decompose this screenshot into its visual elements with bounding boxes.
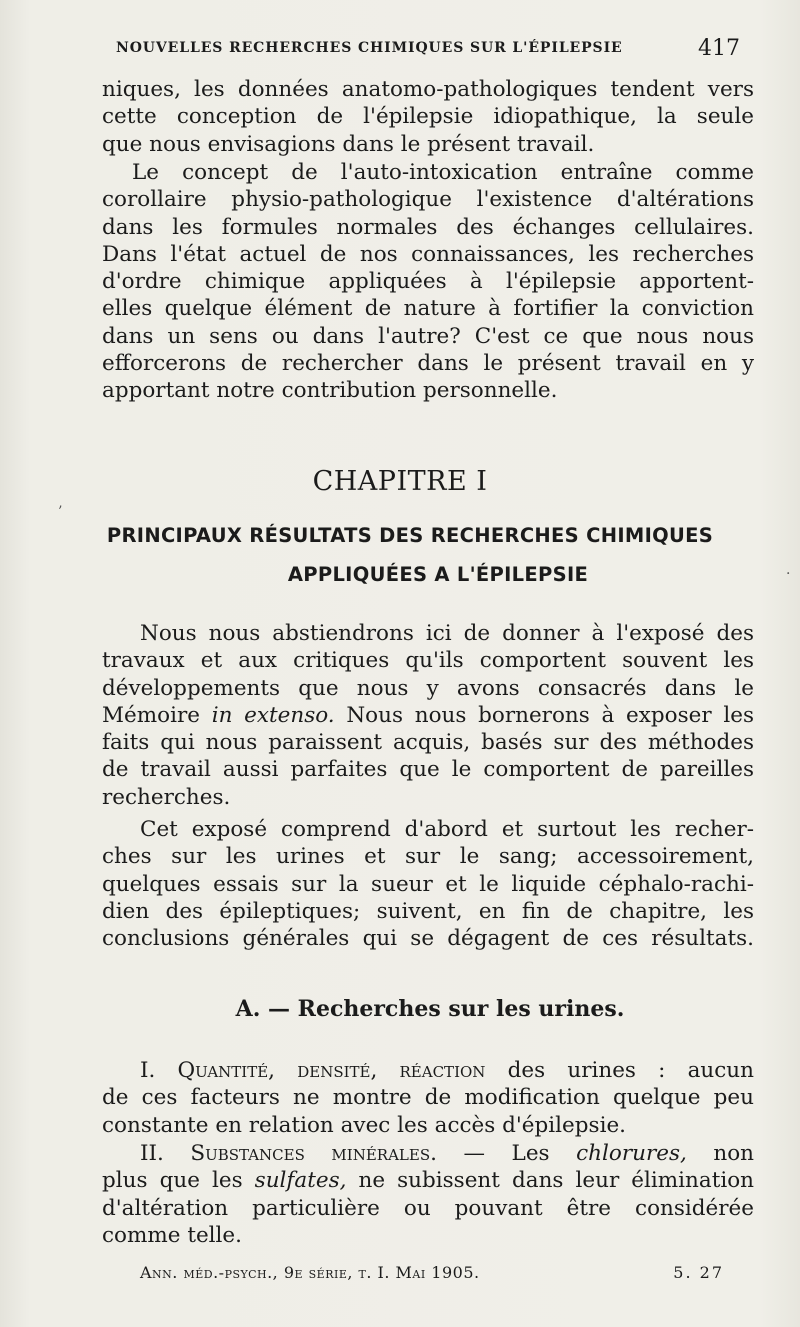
text-segment: Mémoire <box>102 702 212 728</box>
text-line: dans les formules normales des échanges cellulaires. <box>102 214 754 240</box>
concept-paragraph <box>102 159 754 405</box>
text-line: Nous nous abstiendrons ici de donner à l'exposé des <box>140 621 754 646</box>
chapter-subtitle-line-2: APPLIQUÉES A L'ÉPILEPSIE <box>287 563 589 586</box>
margin-mark: ’ <box>58 504 63 520</box>
item-2-paragraph <box>102 1140 754 1249</box>
text-segment: plus que les <box>102 1168 255 1194</box>
text-line: dien des épileptiques; suivent, en fin de chapitre, les <box>102 898 754 924</box>
text-line: conclusions générales qui se dégagent de ces résultats. <box>102 926 754 952</box>
text-line: cette conception de l'épilepsie idiopathique, la seule <box>102 104 754 130</box>
text-line: dans un sens ou dans l'autre? C'est ce que nous nous <box>102 323 754 349</box>
text-line: développements que nous y avons consacrés dans le <box>102 675 754 701</box>
text-line: d'ordre chimique appliquées à l'épilepsie apportent- <box>102 269 754 295</box>
item-heading: Substances minérales. <box>190 1141 437 1166</box>
chapter-subtitle-line-1: PRINCIPAUX RÉSULTATS DES RECHERCHES CHIMIQUES <box>106 524 714 547</box>
italic-segment: chlorures, <box>576 1141 687 1166</box>
text-line: faits qui nous paraissent acquis, basés sur des méthodes <box>102 730 754 756</box>
text-line: niques, les données anatomo-pathologiques tendent vers <box>102 77 754 102</box>
item-number: II. <box>140 1141 191 1166</box>
text-line: constante en relation avec les accès d'épilepsie. <box>102 1112 626 1138</box>
running-title: NOUVELLES RECHERCHES CHIMIQUES SUR L'ÉPILEPSIE <box>116 40 623 56</box>
section-title: A. — Recherches sur les urines. <box>235 996 625 1022</box>
text-line: efforcerons de rechercher dans le présent travail en y <box>102 351 754 377</box>
item-number: I. <box>140 1058 178 1083</box>
text-line: recherches. <box>102 784 231 810</box>
text-line: que nous envisagions dans le présent travail. <box>102 131 595 157</box>
printer-signature: 5. 27 <box>673 1263 724 1282</box>
italic-segment: sulfates, <box>254 1168 347 1194</box>
text-line: corollaire physio-pathologique l'existence d'altérations <box>102 187 754 213</box>
text-segment: — Les <box>436 1141 577 1166</box>
text-line: d'altération particulière ou pouvant être considérée <box>102 1195 754 1221</box>
text-line: comme telle. <box>102 1222 242 1248</box>
item-heading: Quantité, densité, réaction <box>177 1058 486 1083</box>
italic-segment: in extenso. <box>211 702 335 728</box>
text-segment: des urines : aucun <box>485 1058 754 1083</box>
intro-paragraph <box>102 76 754 158</box>
text-line: quelques essais sur la sueur et le liquide céphalo-rachi- <box>102 871 754 897</box>
text-line-mixed <box>102 1167 754 1194</box>
text-segment: Nous nous bornerons à exposer les <box>334 702 755 728</box>
text-segment: non <box>686 1141 755 1166</box>
text-line: elles quelque élément de nature à fortifier la conviction <box>102 296 754 322</box>
text-line: travaux et aux critiques qu'ils comportent souvent les <box>102 648 754 674</box>
text-line-mixed <box>102 702 754 729</box>
page-number: 417 <box>698 36 740 61</box>
expose-paragraph <box>102 816 754 952</box>
text-line: de ces facteurs ne montre de modification quelque peu <box>102 1085 754 1111</box>
text-segment: ne subissent dans leur élimination <box>346 1168 754 1194</box>
page-header <box>116 36 746 70</box>
item-1-paragraph <box>102 1057 754 1139</box>
abstain-paragraph <box>102 620 754 811</box>
margin-mark: · <box>786 566 791 582</box>
journal-reference: Ann. méd.-psych., 9e série, t. I. Mai 1905. <box>140 1263 480 1282</box>
text-line-mixed <box>102 1140 754 1167</box>
text-line: de travail aussi parfaites que le comportent de pareilles <box>102 757 754 783</box>
chapter-title: CHAPITRE I <box>312 466 488 497</box>
text-line-mixed <box>102 1057 754 1084</box>
text-line: Dans l'état actuel de nos connaissances, les recherches <box>102 241 754 267</box>
text-line: ches sur les urines et sur le sang; accessoirement, <box>102 844 754 870</box>
text-line: Le concept de l'auto-intoxication entraîne comme <box>132 160 754 185</box>
text-line: apportant notre contribution personnelle. <box>102 378 558 404</box>
text-line: Cet exposé comprend d'abord et surtout les recher- <box>140 817 754 842</box>
